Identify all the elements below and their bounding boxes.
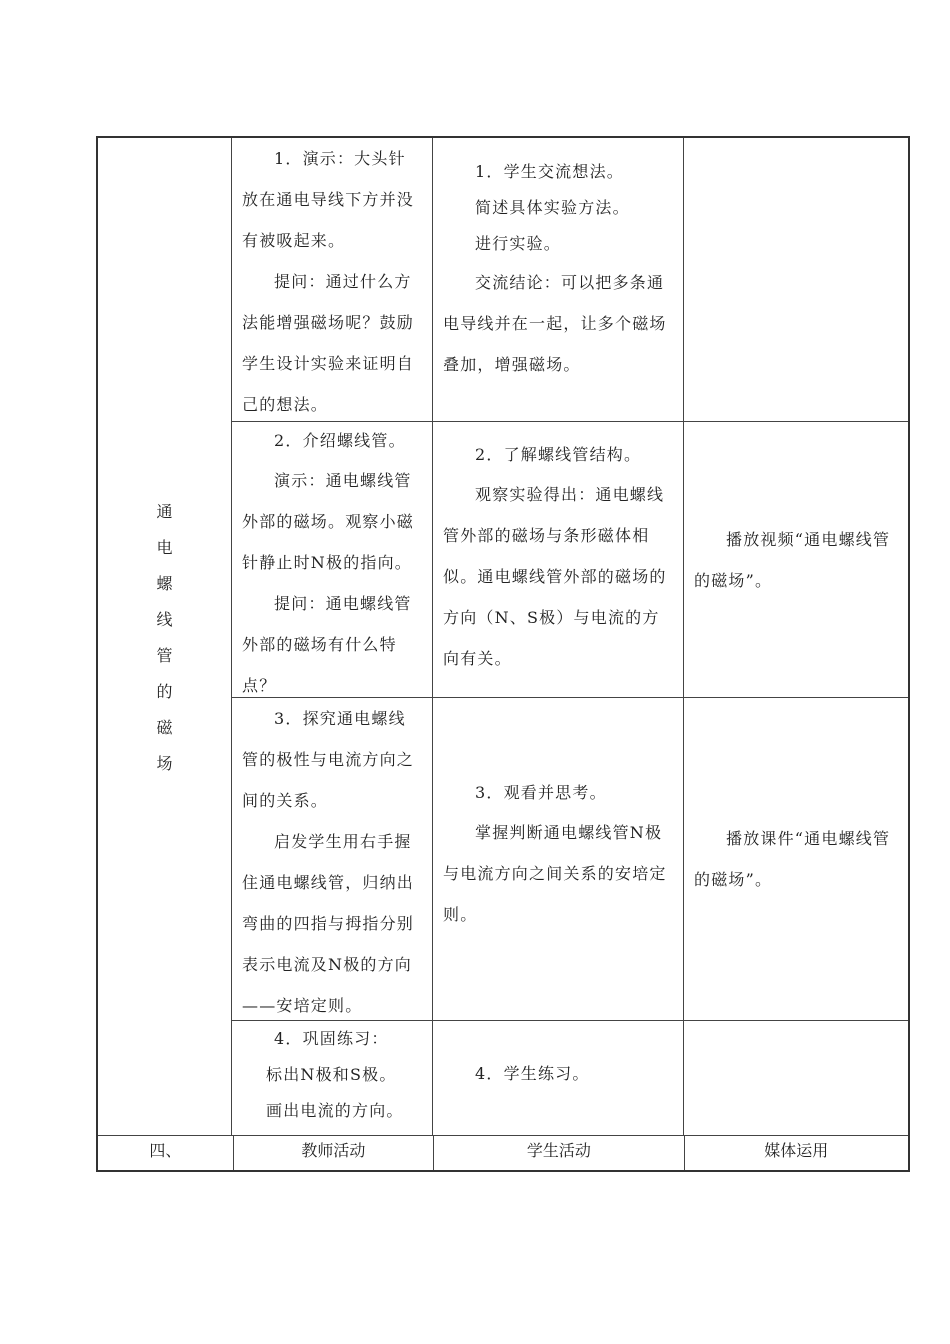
student-text: 2．了解螺线管结构。 xyxy=(475,445,642,464)
student-text: 观察实验得出：通电螺线管外部的磁场与条形磁体相似。通电螺线管外部的磁场的方向（N、S极）与电流的方向有关。 xyxy=(443,485,667,668)
media-cell xyxy=(684,422,908,697)
teacher-text: 提问：通电螺线管外部的磁场有什么特点？ xyxy=(242,594,412,695)
table-row xyxy=(232,1021,908,1135)
lesson-table xyxy=(96,136,910,1172)
media-cell xyxy=(684,138,908,421)
teacher-text: 2．介绍螺线管。 xyxy=(274,431,406,450)
student-text: 3．观看并思考。 xyxy=(475,783,607,802)
teacher-cell xyxy=(232,1021,433,1135)
media-cell xyxy=(684,1021,908,1135)
section-body xyxy=(98,138,908,1136)
student-text: 4．学生练习。 xyxy=(475,1064,590,1083)
student-text: 掌握判断通电螺线管N极与电流方向之间关系的安培定则。 xyxy=(443,823,667,924)
teacher-text: 1．演示：大头针放在通电导线下方并没有被吸起来。 xyxy=(242,149,415,250)
footer-section-number: 四、 xyxy=(98,1136,234,1170)
section-label-cell xyxy=(98,138,232,1135)
student-cell xyxy=(433,138,684,421)
teacher-cell xyxy=(232,698,433,1020)
section-label-char: 的 xyxy=(156,682,173,701)
section-label xyxy=(98,494,231,782)
footer-student-activity: 学生活动 xyxy=(434,1136,684,1170)
table-row xyxy=(232,138,908,422)
media-text: 播放视频“通电螺线管的磁场”。 xyxy=(694,529,891,590)
student-text: 简述具体实验方法。 xyxy=(475,198,630,217)
teacher-text: 画出电流的方向。 xyxy=(266,1101,404,1120)
section-label-vertical xyxy=(98,494,231,782)
table-row xyxy=(232,698,908,1021)
section-label-char: 螺 xyxy=(156,574,173,593)
student-cell xyxy=(433,698,684,1020)
section-label-char: 线 xyxy=(156,610,173,629)
media-cell xyxy=(684,698,908,1020)
section-label-char: 电 xyxy=(156,538,173,557)
footer-header-row xyxy=(98,1136,908,1170)
table-row xyxy=(232,422,908,698)
section-label-char: 磁 xyxy=(156,718,173,737)
section-label-char: 通 xyxy=(156,502,173,521)
student-cell xyxy=(433,422,684,697)
section-rows xyxy=(232,138,908,1135)
section-label-char: 场 xyxy=(156,754,173,773)
student-text: 进行实验。 xyxy=(475,234,562,253)
teacher-text: 提问：通过什么方法能增强磁场呢？鼓励学生设计实验来证明自己的想法。 xyxy=(242,272,415,414)
media-text: 播放课件“通电螺线管的磁场”。 xyxy=(694,829,891,889)
teacher-text: 3．探究通电螺线管的极性与电流方向之间的关系。 xyxy=(242,709,415,810)
student-cell xyxy=(433,1021,684,1135)
teacher-text: 演示：通电螺线管外部的磁场。观察小磁针静止时N极的指向。 xyxy=(242,471,415,572)
section-label-char: 管 xyxy=(156,646,173,665)
teacher-cell xyxy=(232,138,433,421)
student-text: 交流结论：可以把多条通电导线并在一起，让多个磁场叠加，增强磁场。 xyxy=(443,273,667,374)
footer-teacher-activity: 教师活动 xyxy=(234,1136,435,1170)
teacher-cell xyxy=(232,422,433,697)
teacher-text: 4．巩固练习： xyxy=(274,1029,389,1048)
student-text: 1．学生交流想法。 xyxy=(475,162,624,181)
teacher-text: 启发学生用右手握住通电螺线管，归纳出弯曲的四指与拇指分别表示电流及N极的方向——安培定则。 xyxy=(242,832,415,1015)
footer-media-usage: 媒体运用 xyxy=(764,1141,829,1160)
teacher-text: 标出N极和S极。 xyxy=(266,1065,397,1084)
